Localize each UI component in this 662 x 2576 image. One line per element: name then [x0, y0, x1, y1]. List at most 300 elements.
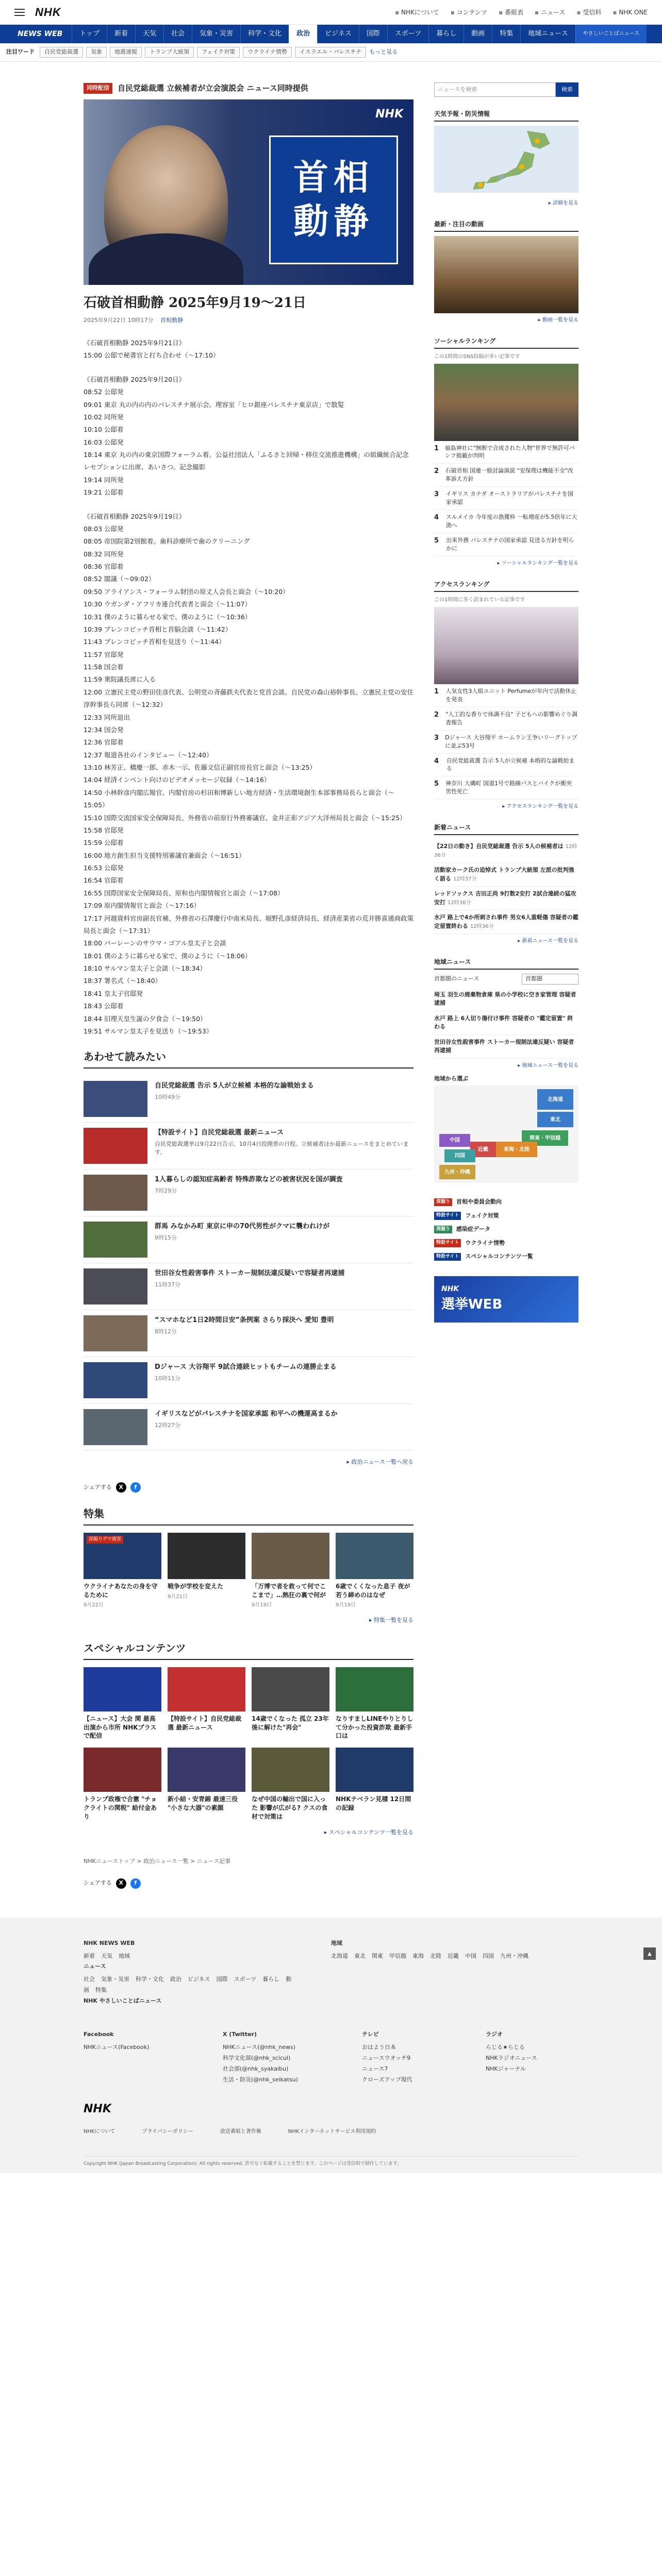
footer-x-link[interactable]: 社会部(@nhk_syakaibu): [223, 2065, 289, 2072]
related-thumbnail[interactable]: [84, 1128, 147, 1164]
rank-title[interactable]: 神奈川 大磯町 国道1号で路線バスとバイクが衝突 男性死亡: [445, 780, 572, 795]
local-region-select[interactable]: 首都圏: [522, 974, 578, 985]
region-button[interactable]: 九州・沖縄: [439, 1165, 475, 1179]
trending-tag[interactable]: 自民党総裁選: [40, 47, 83, 58]
related-text: [155, 1175, 343, 1211]
news-item-time: 12時36分: [470, 923, 494, 929]
tokushu-card[interactable]: [168, 1533, 245, 1609]
top-header: [0, 0, 662, 25]
local-news-item[interactable]: [434, 988, 578, 1011]
related-more-link[interactable]: ▸ 政治ニュース一覧へ戻る: [84, 1458, 413, 1467]
video-box: [434, 219, 578, 324]
special-thumbnail[interactable]: [84, 1667, 161, 1711]
footer-brand[interactable]: NHK NEWS WEB: [84, 1939, 135, 1946]
news-item-title[interactable]: 埼玉 羽生の廃棄物倉庫 県の小学校に空き家管理 容疑者 逮捕: [434, 991, 576, 1007]
footer-easy-news[interactable]: NHK やさしいことばニュース: [84, 1997, 162, 2005]
news-item-time: 12時37分: [453, 876, 477, 882]
related-item-date: 7時29分: [155, 1187, 177, 1194]
rank-title[interactable]: イギリス カナダ オーストラリアがパレスチナを国家承認: [445, 490, 573, 506]
special-card[interactable]: [336, 1748, 413, 1821]
tokushu-card[interactable]: [252, 1533, 329, 1609]
trending-tag[interactable]: フェイク対策: [197, 47, 240, 58]
tokushu-date: 9月22日: [84, 1602, 104, 1608]
article-title: 石破首相動静 2025年9月19〜21日: [84, 295, 306, 311]
footer-genre-link[interactable]: スポーツ: [234, 1976, 257, 1983]
footer-region-link[interactable]: 関東: [372, 1952, 383, 1959]
special-card[interactable]: [84, 1748, 161, 1821]
nav-item[interactable]: 社会: [163, 25, 192, 43]
related-text: [155, 1409, 338, 1445]
feature-link[interactable]: [434, 1209, 578, 1223]
region-button[interactable]: 中国: [439, 1134, 470, 1147]
special-thumbnail[interactable]: [84, 1748, 161, 1792]
region-button[interactable]: 東北: [537, 1112, 573, 1127]
related-item[interactable]: [84, 1263, 413, 1310]
related-thumbnail[interactable]: [84, 1222, 147, 1258]
footer-region-link[interactable]: 四国: [483, 1952, 494, 1959]
top-link[interactable]: ▪ ニュース: [535, 8, 565, 17]
special-title: スペシャルコンテンツ: [84, 1640, 413, 1660]
nav-item[interactable]: 新着: [107, 25, 135, 43]
footer-radio-link[interactable]: らじる★らじる: [486, 2043, 525, 2050]
footer-region-link[interactable]: 東北: [354, 1952, 366, 1959]
special-title[interactable]: なりすましLINEやりとりして分かった投資詐欺 最新手口は: [336, 1715, 413, 1740]
related-item-title[interactable]: 群馬 みなかみ町 東京に申の70代男性がクマに襲われけが: [155, 1223, 330, 1231]
tokushu-thumbnail[interactable]: [168, 1533, 245, 1579]
special-thumbnail[interactable]: [252, 1667, 329, 1711]
tokushu-title[interactable]: 「万博で者を救って何でここまで」…熱狂の裏で何が: [252, 1582, 326, 1599]
special-card[interactable]: [168, 1667, 245, 1740]
related-item-title[interactable]: イギリスなどがパレスチナを国家承認 和平への機運高まるか: [155, 1410, 338, 1418]
weather-map[interactable]: [434, 126, 578, 193]
nav-item[interactable]: 気象・災害: [192, 25, 240, 43]
local-news-item[interactable]: [434, 1011, 578, 1035]
special-title[interactable]: 【ニュース】大会 関 最高出演から市所 NHKプラスで配信: [84, 1715, 157, 1740]
local-news-title: 地域ニュース: [434, 957, 578, 970]
nav-item[interactable]: 特集: [492, 25, 520, 43]
related-item-summary: 自民党総裁選挙は9月22日告示、10月4日投開票の日程。立候補者ほか最新ニュースをまとめています。: [155, 1140, 409, 1156]
social-ranking-item[interactable]: [434, 510, 578, 533]
footer-genre-link[interactable]: 動画: [84, 1976, 292, 1994]
related-title: あわせて読みたい: [84, 1049, 413, 1069]
article-tag-link[interactable]: 首相動静: [160, 316, 183, 324]
access-ranking-item[interactable]: [434, 731, 578, 754]
special-more-link[interactable]: ▸ スペシャルコンテンツ一覧を見る: [84, 1828, 413, 1837]
rank-title[interactable]: Dジャース 大谷翔平 ホームラン王争いリーグトップに並ぶ53号: [445, 734, 577, 749]
tokushu-card[interactable]: [336, 1533, 413, 1609]
tokushu-title[interactable]: 戦争が学校を変えた: [168, 1582, 224, 1590]
footer-region-link[interactable]: 近畿: [448, 1952, 459, 1959]
nav-item[interactable]: 暮らし: [428, 25, 464, 43]
video-thumbnail[interactable]: [434, 236, 578, 313]
region-button[interactable]: 四国: [444, 1149, 475, 1162]
related-text: [155, 1315, 334, 1351]
related-item[interactable]: [84, 1357, 413, 1404]
feature-link[interactable]: [434, 1250, 578, 1264]
special-thumbnail[interactable]: [252, 1748, 329, 1792]
footer-top-links: [84, 1951, 300, 1962]
facebook-share-icon[interactable]: f: [130, 1482, 141, 1493]
access-ranking-item[interactable]: [434, 707, 578, 731]
footer-radio-links: [486, 2042, 537, 2075]
footer-tv-link[interactable]: ニュース7: [362, 2065, 388, 2072]
rank-title[interactable]: スルメイカ 今年度の漁獲枠 一転増産が5.5倍年に大漁へ: [445, 514, 577, 529]
special-thumbnail[interactable]: [336, 1667, 413, 1711]
trending-tag[interactable]: 地震速報: [110, 47, 142, 58]
social-ranking: [434, 336, 578, 567]
special-card[interactable]: [252, 1748, 329, 1821]
local-news-item[interactable]: [434, 1035, 578, 1059]
footer-tv-link[interactable]: おはよう日本: [362, 2043, 396, 2050]
tokushu-title[interactable]: 6歳でくくなった息子 夜が若う締めのはなぜ: [336, 1582, 410, 1599]
nhk-logo[interactable]: NHK: [35, 6, 61, 19]
tokushu-title[interactable]: ウクライナあなたの身を守るために: [84, 1582, 158, 1599]
special-title[interactable]: なぜ中国の輸出で国に入った 影響が広がる? クスの食材で対策は: [252, 1795, 328, 1820]
footer-tv-link[interactable]: クローズアップ現代: [362, 2076, 412, 2083]
related-text: [155, 1222, 329, 1258]
trending-tag[interactable]: トランプ大統領: [145, 47, 194, 58]
news-item-time: 12時36分: [448, 900, 471, 906]
footer-tv-title: テレビ: [362, 2030, 379, 2038]
news-item-title[interactable]: 水戸 路上で4か所刺され事件 男女6人重軽傷 容疑者の鑑定留置終わる: [434, 914, 578, 929]
weather-title: 天気予報・防災情報: [434, 109, 578, 122]
rank-number: 1: [434, 687, 439, 696]
footer-region-link[interactable]: 北海道: [331, 1952, 348, 1959]
news-item-title[interactable]: レッドソックス 吉田正尚 9打数2安打 2試合連続の猛攻安打: [434, 890, 576, 906]
special-title[interactable]: NHKテベラン見積 12日間の記録: [336, 1795, 411, 1812]
feature-label[interactable]: 感染症データ: [456, 1226, 491, 1233]
rank-number: 2: [434, 710, 439, 719]
footer-fb-link[interactable]: NHKニュース(Facebook): [84, 2043, 150, 2050]
trending-more-link[interactable]: もっと見る: [369, 48, 398, 56]
footer-region-link[interactable]: 中国: [465, 1952, 476, 1959]
related-item[interactable]: [84, 1310, 413, 1357]
special-card[interactable]: [252, 1667, 329, 1740]
article-paragraph: 《石破首相動静 2025年9月20日》 08:52 公邸発 09:01 東京 丸の内の内のパレスチナ展示会。理容室「ヒロ銀座パレスチナ東京店」で散髪 10:02 同所発 10:10 公邸着 16:03 公邸発 18:14 東京 丸の内の東京国際フォーラム着。公益社団法人「ふるさと回帰・移住交流推進機構」の組織統合記念レセプションに出席、あいさつ。記念撮影 19:14 同所発 19:21 公邸着: [84, 375, 409, 497]
footer-x-link[interactable]: 生活・防災(@nhk_seikatsu): [223, 2076, 298, 2083]
nav-item[interactable]: 地域ニュース: [520, 25, 575, 43]
social-ranking-list: [434, 441, 578, 556]
related-text: [155, 1268, 344, 1304]
x-share-icon[interactable]: X: [116, 1878, 126, 1889]
share-label: シェアする: [84, 1483, 112, 1490]
special-title[interactable]: 新小結・安青錦 最速三役 "小さな大器"の素顔: [168, 1795, 238, 1812]
live-headline-text[interactable]: 自民党総裁選 立候補者が立会演説会 ニュース同時提供: [118, 83, 308, 93]
related-item-date: 11時37分: [155, 1281, 180, 1288]
region-button[interactable]: 北海道: [537, 1089, 573, 1110]
feature-label[interactable]: スペシャルコンテンツ一覧: [465, 1253, 533, 1260]
footer-genre-link[interactable]: 科学・文化: [136, 1976, 164, 1983]
special-card[interactable]: [168, 1748, 245, 1821]
footer-genre-link[interactable]: ビジネス: [188, 1976, 210, 1983]
related-item-date: 9時15分: [155, 1234, 177, 1241]
top-link[interactable]: ▪ NHKについて: [395, 8, 439, 17]
tokushu-more-link[interactable]: ▸ 特集一覧を見る: [84, 1616, 413, 1625]
search-box: [434, 82, 578, 97]
breadcrumb-item: ニュース記事: [196, 1858, 231, 1865]
top-link[interactable]: ▪ NHK ONE: [613, 8, 648, 17]
footer-nhk-logo[interactable]: NHK: [84, 2103, 111, 2116]
facebook-share-icon[interactable]: f: [130, 1878, 141, 1889]
footer-x-link[interactable]: NHKニュース(@nhk_news): [223, 2043, 296, 2050]
feature-label[interactable]: ウクライナ情勢: [465, 1239, 505, 1246]
top-link[interactable]: ▪ 受信料: [576, 8, 601, 17]
news-item-title[interactable]: 活動家カーク氏の追悼式 トランプ大統領 左派の批判強く語る: [434, 867, 574, 882]
new-news-more[interactable]: ▸ 新着ニュース一覧を見る: [434, 937, 578, 945]
footer-facebook-col: [84, 2029, 192, 2085]
nav-item[interactable]: 動画: [464, 25, 492, 43]
related-item[interactable]: [84, 1123, 413, 1170]
related-item-title[interactable]: “スマホなど1日2時間目安”条例案 さらり採決へ 愛知 豊明: [155, 1316, 334, 1325]
footer-bottom-link[interactable]: プライバシーポリシー: [142, 2129, 193, 2135]
special-thumbnail[interactable]: [168, 1667, 245, 1711]
share-bar: [84, 1482, 413, 1493]
related-text: [155, 1362, 337, 1398]
election-banner[interactable]: [434, 1276, 578, 1323]
hero-title-line1: 首相: [293, 157, 374, 198]
social-ranking-item[interactable]: [434, 533, 578, 556]
social-ranking-more[interactable]: ▸ ソーシャルランキング一覧を見る: [434, 560, 578, 567]
footer-tv-links: [362, 2042, 455, 2086]
related-item-date: 12時27分: [155, 1421, 180, 1429]
access-ranking-image[interactable]: [434, 607, 578, 684]
news-item-title[interactable]: 【22日の動き】自民党総裁選 告示 5人の候補者は: [434, 843, 564, 850]
footer-tv-link[interactable]: ニュースウオッチ9: [362, 2054, 411, 2061]
news-web-brand[interactable]: NEWS WEB: [18, 29, 63, 38]
rank-number: 3: [434, 734, 439, 742]
access-ranking-note: この1時間に多く読まれている記事です: [434, 597, 525, 603]
x-share-icon[interactable]: X: [116, 1482, 126, 1493]
breadcrumb-separator: >: [188, 1858, 197, 1865]
related-item[interactable]: [84, 1216, 413, 1263]
special-card[interactable]: [84, 1667, 161, 1740]
footer-genre-link[interactable]: 気象・災害: [101, 1976, 129, 1983]
region-map: [434, 1085, 578, 1183]
nav-item[interactable]: 政治: [289, 25, 317, 43]
social-ranking-image[interactable]: [434, 364, 578, 441]
newnews-news-item[interactable]: [434, 910, 578, 934]
breadcrumb: [84, 1857, 413, 1866]
related-item-title[interactable]: 自民党総裁選 告示 5人が立候補 本格的な論戦始まる: [155, 1082, 314, 1090]
breadcrumb-separator: >: [135, 1858, 144, 1865]
nav-item[interactable]: 天気: [135, 25, 163, 43]
rank-title[interactable]: 自民党総裁選 告示 5人が立候補 本格的な論戦始まる: [446, 757, 575, 772]
share-bar-bottom: [84, 1878, 413, 1889]
related-thumbnail[interactable]: [84, 1268, 147, 1304]
related-thumbnail[interactable]: [84, 1081, 147, 1117]
hero-title-box: [269, 135, 398, 264]
footer-radio-col: [486, 2029, 537, 2085]
feature-label[interactable]: フェイク対策: [465, 1212, 499, 1219]
rank-number: 3: [434, 490, 439, 499]
rank-title[interactable]: 人気女性3人組ユニット Perfumeが年内で活動休止を発表: [445, 687, 577, 703]
region-button[interactable]: 東海・北陸: [496, 1142, 537, 1157]
trending-tag[interactable]: イスラエル・パレスチナ: [295, 47, 366, 58]
related-item[interactable]: [84, 1404, 413, 1451]
rank-title[interactable]: 出来外務 パレスチナの国家承認 見送る方針を明らかに: [446, 537, 574, 552]
feature-link[interactable]: [434, 1223, 578, 1236]
social-ranking-title: ソーシャルランキング: [434, 336, 578, 349]
tokushu-title: 特集: [84, 1506, 413, 1526]
new-news-list: [434, 839, 578, 934]
rank-title[interactable]: 福島神社に"無断で合成された人物"世界で無許可パンフ掲載が判明: [444, 444, 575, 460]
access-ranking-title: アクセスランキング: [434, 580, 578, 592]
tokushu-card[interactable]: [84, 1533, 161, 1609]
menu-icon[interactable]: [14, 9, 25, 16]
feature-link[interactable]: [434, 1195, 578, 1209]
footer-genre-link[interactable]: 国際: [216, 1976, 228, 1983]
footer-regions: [331, 1951, 535, 1962]
tokushu-thumbnail[interactable]: [336, 1533, 413, 1579]
news-item-title[interactable]: 世田谷女性殺害事件 ストーカー規制法違反疑い 容疑者再逮捕: [434, 1038, 574, 1054]
nav-item[interactable]: トップ: [72, 25, 107, 43]
feature-link[interactable]: [434, 1236, 578, 1250]
article-body: [84, 337, 413, 1038]
tokushu-date: 9月19日: [252, 1602, 272, 1608]
weather-box: [434, 109, 578, 207]
access-ranking-item[interactable]: [434, 776, 578, 800]
footer-x-link[interactable]: 科学文化部(@nhk_scicul): [223, 2054, 291, 2061]
special-title[interactable]: 14歳でくなった 孤立 23年後に解けた"再会": [252, 1715, 329, 1731]
search-button[interactable]: 検索: [556, 82, 578, 97]
related-item-date: 10時49分: [155, 1093, 180, 1100]
special-card[interactable]: [336, 1667, 413, 1740]
top-links: [395, 8, 648, 17]
trending-label: 注目ワード: [6, 48, 35, 56]
nav-item[interactable]: やさしいことばニュース: [575, 25, 647, 43]
special-thumbnail[interactable]: [168, 1748, 245, 1792]
local-news-box: [434, 957, 578, 1183]
feature-label[interactable]: 首相や委員会動向: [456, 1198, 502, 1206]
related-item-title[interactable]: 世田谷女性殺害事件 ストーカー規制法違反疑いで容疑者再逮捕: [155, 1269, 345, 1278]
special-grid: [84, 1667, 413, 1821]
footer-region-link[interactable]: 甲信越: [389, 1952, 406, 1959]
footer-genre-link[interactable]: 特集: [95, 1987, 107, 1994]
video-more-link[interactable]: ▸ 動画一覧を見る: [434, 316, 578, 324]
related-thumbnail[interactable]: [84, 1362, 147, 1398]
banner-text: 選挙WEB: [441, 1296, 503, 1312]
footer-link[interactable]: 地域: [119, 1952, 130, 1959]
live-headline[interactable]: [84, 82, 413, 94]
feature-badge: 特設サイト: [434, 1239, 461, 1247]
social-ranking-item[interactable]: [434, 464, 578, 487]
region-map-title: 地域から選ぶ: [434, 1075, 468, 1082]
special-thumbnail[interactable]: [336, 1748, 413, 1792]
footer-region-link[interactable]: 東海: [412, 1952, 424, 1959]
nav-item[interactable]: ビジネス: [317, 25, 359, 43]
article-date: 2025年9月22日 10時17分: [84, 316, 154, 324]
newnews-news-item[interactable]: [434, 839, 578, 863]
footer-bottom-link[interactable]: NHKについて: [84, 2129, 115, 2135]
footer-link[interactable]: 新着: [84, 1952, 95, 1959]
local-news-list: [434, 988, 578, 1059]
footer-radio-link[interactable]: NHKジャーナル: [486, 2065, 526, 2072]
related-item[interactable]: [84, 1170, 413, 1216]
hero-image: [84, 99, 413, 285]
footer-bottom-link[interactable]: 放送番組と著作権: [220, 2129, 261, 2135]
weather-more-link[interactable]: ▸ 詳細を見る: [434, 199, 578, 207]
search-input[interactable]: ニュースを検索: [434, 82, 556, 97]
feature-badge: 深掘り: [434, 1198, 452, 1207]
trending-tag[interactable]: 気象: [86, 47, 107, 58]
tokushu-thumbnail[interactable]: [84, 1533, 161, 1579]
access-ranking-more[interactable]: ▸ アクセスランキング一覧を見る: [434, 803, 578, 810]
footer-tv-col: [362, 2029, 455, 2085]
footer-bottom-link[interactable]: NHKインターネットサービス利用規約: [288, 2129, 376, 2135]
social-ranking-item[interactable]: [434, 487, 578, 510]
top-link[interactable]: ▪ コンテンツ: [451, 8, 487, 17]
related-item[interactable]: [84, 1076, 413, 1123]
newnews-news-item[interactable]: [434, 863, 578, 887]
nav-item[interactable]: 国際: [359, 25, 387, 43]
footer-region-col: [331, 1938, 535, 2009]
footer-link[interactable]: 天気: [101, 1952, 112, 1959]
copyright: Copyright NHK (Japan Broadcasting Corporation). All rights reserved. 許可なく転載することを禁じます。このページは受信料で制作しています。: [84, 2156, 578, 2168]
region-button[interactable]: 関東・甲信越: [522, 1130, 568, 1146]
breadcrumb-item[interactable]: NHKニューストップ: [84, 1858, 135, 1865]
trending-tags-bar: [0, 43, 662, 62]
rank-number: 1: [434, 444, 439, 452]
tokushu-date: 9月19日: [336, 1602, 356, 1608]
footer-region-link[interactable]: 北陸: [430, 1952, 441, 1959]
related-thumbnail[interactable]: [84, 1175, 147, 1211]
breadcrumb-item[interactable]: 政治ニュース一覧: [143, 1858, 189, 1865]
related-item-title[interactable]: 1人暮らしの認知症高齢者 特殊詐欺などの被害状況を国が調査: [155, 1176, 343, 1184]
related-item-date: 10時11分: [155, 1375, 180, 1382]
nav-item[interactable]: スポーツ: [387, 25, 428, 43]
special-title[interactable]: 【特設サイト】自民党総裁選 最新ニュース: [168, 1715, 242, 1731]
main-nav: [0, 25, 662, 43]
footer-x-col: [223, 2029, 331, 2085]
feature-badge: 特設サイト: [434, 1212, 461, 1220]
related-thumbnail[interactable]: [84, 1409, 147, 1445]
related-list: [84, 1076, 413, 1451]
social-ranking-item[interactable]: [434, 441, 578, 464]
newnews-news-item[interactable]: [434, 887, 578, 910]
tokushu-thumbnail[interactable]: [252, 1533, 329, 1579]
access-ranking-item[interactable]: [434, 754, 578, 777]
footer-genre-link[interactable]: 暮らし: [262, 1976, 280, 1983]
related-item-title[interactable]: Dジャース 大谷翔平 9試合連続ヒットもチームの連勝止まる: [155, 1363, 337, 1371]
rank-number: 2: [434, 467, 439, 476]
trending-tag[interactable]: ウクライナ情勢: [243, 47, 292, 58]
nav-item[interactable]: 科学・文化: [240, 25, 289, 43]
rank-title[interactable]: 石破首相 国連一般討論演説 "安保理は機能不全"改革訴え方針: [445, 467, 573, 483]
hero-title-line2: 動静: [293, 200, 374, 242]
news-item-title[interactable]: 水戸 路上 6人切り傷付け事件 容疑者の "鑑定留置" 終わる: [434, 1014, 573, 1030]
related-item-title[interactable]: 【特設サイト】自民党総裁選 最新ニュース: [155, 1129, 284, 1137]
top-link[interactable]: ▪ 番組表: [499, 8, 523, 17]
rank-number: 4: [434, 757, 439, 765]
special-title[interactable]: トランプ政権で合憲 "チョクライトの関税" 給付金あり: [84, 1795, 157, 1820]
footer-genre-link[interactable]: 社会: [84, 1976, 95, 1983]
footer-region-link[interactable]: 九州・沖縄: [500, 1952, 528, 1959]
tokushu-date: 9月21日: [168, 1594, 188, 1600]
local-news-more[interactable]: ▸ 地域ニュース一覧を見る: [434, 1062, 578, 1070]
footer-genre-link[interactable]: 政治: [170, 1976, 181, 1983]
related-text: [155, 1128, 413, 1164]
related-thumbnail[interactable]: [84, 1315, 147, 1351]
sidebar: [434, 82, 578, 1902]
footer-x-title: X (Twitter): [223, 2030, 257, 2038]
access-ranking-item[interactable]: [434, 684, 578, 707]
page-top-button[interactable]: ▲: [643, 1947, 656, 1960]
tokushu-badge: 深掘りグマ被害: [87, 1536, 123, 1544]
local-select-row: [434, 974, 578, 985]
footer-radio-link[interactable]: NHKラジオニュース: [486, 2054, 537, 2061]
rank-title[interactable]: "人工的な香りで体調不良" 子どもへの影響めぐり調査報告: [445, 710, 577, 726]
region-button[interactable]: 近畿: [470, 1142, 496, 1157]
